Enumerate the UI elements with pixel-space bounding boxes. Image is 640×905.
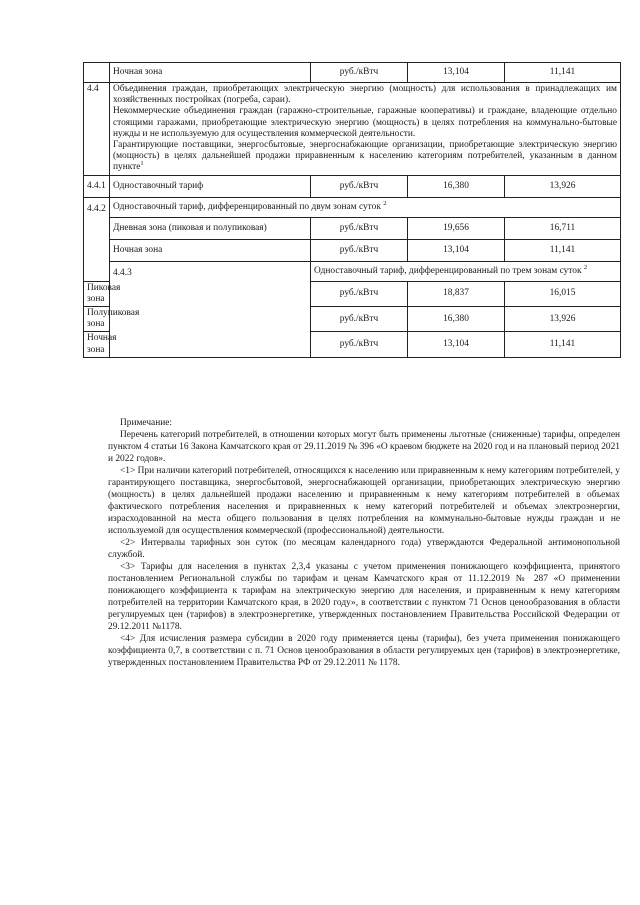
table-row (84, 83, 621, 176)
tariff-unit: руб./кВтч (311, 239, 408, 261)
table-row (84, 261, 621, 281)
row-number: 4.4.1 (84, 175, 110, 197)
tariff-label: Одноставочный тариф (110, 175, 311, 197)
description-paragraph: Гарантирующие поставщики, энергосбытовые, энергоснабжающие организации, приобретающие электрическую энергию (мощность) в целях дальнейшей продажи приравненным к населению категориям потребителей, указанным в данном пункте$^1$ (113, 140, 617, 173)
tariff-value-2: 16,711 (505, 217, 621, 239)
note-paragraph: <3> Тарифы для населения в пунктах 2,3,4 указаны с учетом применения понижающего коэффициента, принятого постановлением Региональной службы по тарифам и ценам Камчатского края от 11.12.2019 № 287 «О применении понижающего коэффициента к тарифам на электрическую энергию для населения, и приравненным к нему категориям потребителей на территории Камчатского края, в 2020 году», в соответствии с пунктом 71 Основ ценообразования в области регулируемых цен (тарифов) в электроэнергетике, утвержденных постановлением Правительства Российской Федерации от 29.12.2011 №1178. (108, 562, 620, 632)
table-row (84, 175, 621, 197)
tariff-value-1: 16,380 (408, 175, 505, 197)
tariff-label: Полупиковая зона (84, 307, 110, 332)
tariff-unit: руб./кВтч (311, 175, 408, 197)
description-paragraph: Объединения граждан, приобретающих электрическую энергию (мощность) для использования в принадлежащих им хозяйственных постройках (погреба, сараи). (113, 84, 617, 106)
tariff-value-1: 18,837 (408, 281, 505, 306)
tariff-label: Пиковая зона (84, 281, 110, 306)
tariff-value-2: 13,926 (505, 175, 621, 197)
table-row (84, 63, 621, 83)
note-paragraph: <2> Интервалы тарифных зон суток (по месяцам календарного года) утверждаются Федеральной антимонопольной службой. (108, 538, 620, 560)
description-paragraph: Некоммерческие объединения граждан (гаражно-строительные, гаражные кооперативы) и граждане, владеющие отдельно стоящими гаражами, приобретающие электрическую энергию (мощность) в целях потребления на коммунально-бытовые нужды и не используемую для осуществления коммерческой деятельности. (113, 106, 617, 139)
tariff-group-header: Одноставочный тариф, дифференцированный по двум зонам суток $^2$ (110, 197, 621, 217)
row-number: 4.4.2 (84, 197, 110, 281)
tariff-label: Ночная зона (84, 332, 110, 357)
tariff-value-2: 16,015 (505, 281, 621, 306)
tariff-table-body (84, 63, 621, 358)
footnote-marker: 1 (140, 160, 144, 168)
tariff-value-1: 13,104 (408, 332, 505, 357)
notes-section (108, 417, 620, 669)
footnote-marker: 2 (383, 199, 387, 207)
table-row (84, 239, 621, 261)
tariff-value-1: 16,380 (408, 307, 505, 332)
category-description (110, 83, 621, 176)
tariff-value-2: 11,141 (505, 63, 621, 83)
tariff-value-2: 13,926 (505, 307, 621, 332)
tariff-value-2: 11,141 (505, 332, 621, 357)
table-row (84, 217, 621, 239)
tariff-value-1: 13,104 (408, 239, 505, 261)
tariff-value-1: 19,656 (408, 217, 505, 239)
notes-title: Примечание: (120, 418, 173, 428)
row-number: 4.4 (84, 83, 110, 176)
tariff-unit: руб./кВтч (311, 307, 408, 332)
note-paragraph: Перечень категорий потребителей, в отношении которых могут быть применены льготные (сниженные) тарифы, определен пунктом 4 статьи 16 Закона Камчатского края от 29.11.2019 № 396 «О краевом бюджете на 2020 год и на плановый период 2021 и 2022 годов». (108, 430, 620, 464)
note-paragraph: <4> Для исчисления размера субсидии в 2020 году применяется цены (тарифы), без учета применения понижающего коэффициента 0,7, в соответствии с п. 71 Основ ценообразования в области регулируемых цен (тарифов) в электроэнергетике, утвержденных постановлением Правительства РФ от 29.12.2011 № 1178. (108, 634, 620, 668)
tariff-label: Ночная зона (110, 239, 311, 261)
tariff-value-1: 13,104 (408, 63, 505, 83)
note-paragraph: <1> При наличии категорий потребителей, относящихся к населению или приравненным к нему категориям потребителей, у гарантирующего поставщика, энергосбытовой, энергоснабжающей организации, приобретающих электрическую энергию (мощность) в целях дальнейшей продажи населению и приравненным к нему категориям потребителей в объемах фактического потребления населения и приравненных к нему категорий потребителей и объемах электроэнергии, израсходованной на места общего пользования в целях потребления на коммунально-бытовые нужды граждан и не используемой для осуществления коммерческой (профессиональной) деятельности. (108, 466, 620, 536)
tariff-value-2: 11,141 (505, 239, 621, 261)
tariff-label: Ночная зона (110, 63, 311, 83)
tariff-table (83, 62, 621, 358)
tariff-unit: руб./кВтч (311, 63, 408, 83)
row-number: 4.4.3 (110, 261, 311, 357)
tariff-label: Дневная зона (пиковая и полупиковая) (110, 217, 311, 239)
tariff-unit: руб./кВтч (311, 217, 408, 239)
tariff-unit: руб./кВтч (311, 281, 408, 306)
tariff-unit: руб./кВтч (311, 332, 408, 357)
footnote-marker: 2 (583, 263, 588, 271)
table-row (84, 197, 621, 217)
row-number (84, 63, 110, 83)
tariff-group-header: Одноставочный тариф, дифференцированный по трем зонам суток $^2$ (311, 261, 621, 281)
